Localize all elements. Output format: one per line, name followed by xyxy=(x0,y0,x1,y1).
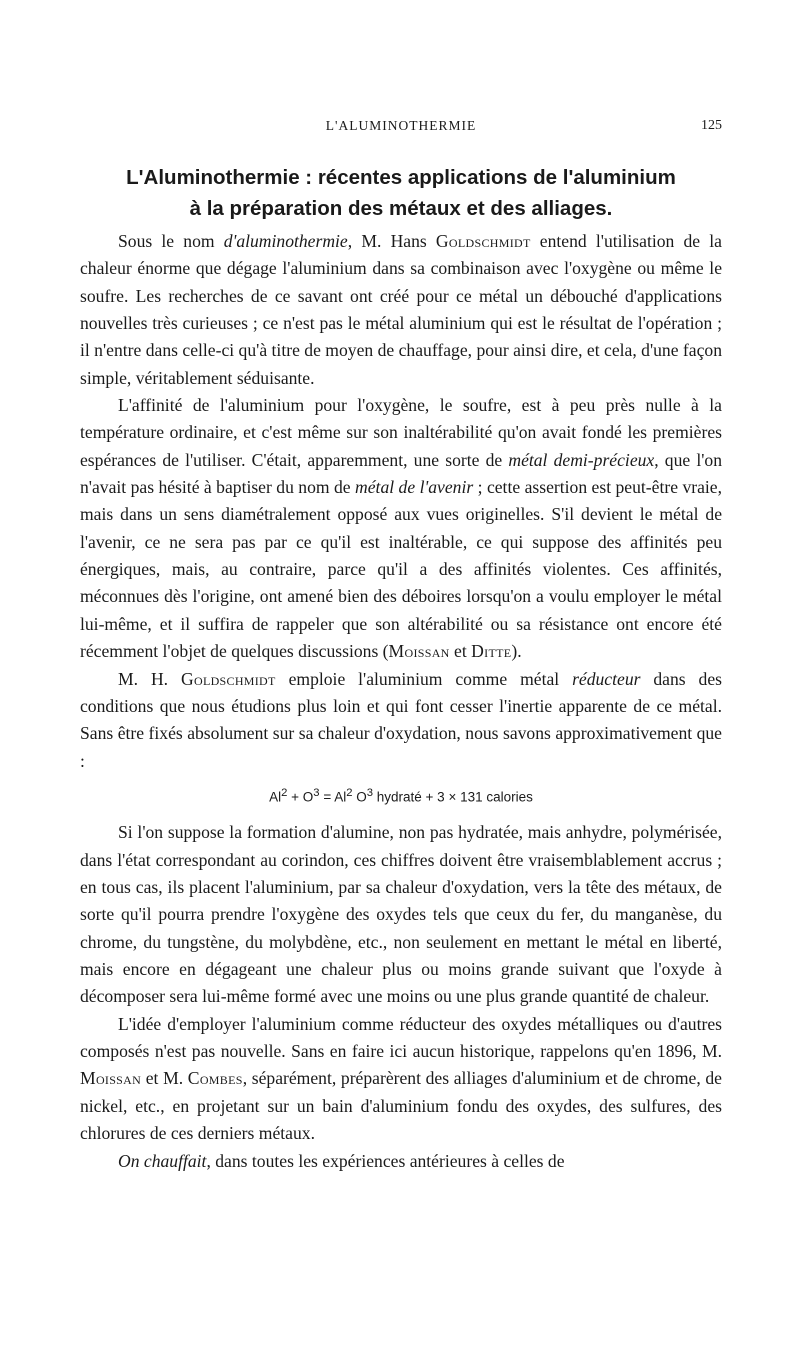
formula-al-index: 2 xyxy=(281,786,288,799)
term-metal-demi-precieux: métal demi-précieux xyxy=(508,449,655,470)
article-title xyxy=(80,162,722,224)
paragraph-3 xyxy=(80,666,722,775)
term-reducteur: réducteur xyxy=(572,668,641,689)
formula-o2: O xyxy=(352,789,367,805)
author-moissan-2: Moissan xyxy=(80,1068,142,1089)
author-goldschmidt-2: Goldschmidt xyxy=(180,668,276,689)
term-on-chauffait: On chauffait xyxy=(118,1150,207,1171)
p5-text-c: et M. xyxy=(141,1068,188,1089)
p3-text-c: emploie l'aluminium comme métal xyxy=(275,668,573,689)
p3-text-a: M. H. xyxy=(118,668,181,689)
p3-text-e: dans des conditions que nous étudions plus loin et qui font cesser l'inertie apparente de ce métal. Sans être fixés absolument sur sa chaleur d'oxydation, nous savons approximativement que : xyxy=(80,668,722,771)
term-metal-de-lavenir: métal de l'avenir xyxy=(355,477,474,498)
running-header xyxy=(80,118,722,138)
term-aluminothermie: d'aluminothermie xyxy=(223,231,348,251)
p2-text-g: et xyxy=(449,641,472,662)
p1-text-c: , M. Hans xyxy=(347,231,436,251)
title-line-1: L'Aluminothermie : récentes applications de l'aluminium xyxy=(126,166,676,189)
author-goldschmidt: Goldschmidt xyxy=(435,231,531,251)
author-moissan: Moissan xyxy=(388,641,450,662)
p6-text-b: , dans toutes les expériences antérieures à celles de xyxy=(206,1150,565,1171)
chemical-equation xyxy=(80,783,722,808)
formula-o-index: 3 xyxy=(313,786,320,799)
paragraph-1 xyxy=(80,228,722,392)
p5-text-a: L'idée d'employer l'aluminium comme réducteur des oxydes métalliques ou d'autres composés n'est pas nouvelle. Sans en faire ici aucun historique, rappelons qu'en 1896, M. xyxy=(80,1013,722,1062)
p2-text-a: L'affinité de l'aluminium pour l'oxygène, le soufre, est à peu près nulle à la température ordinaire, et c'est même sur son inaltérabilité qu'on avait fondé les premières espérances de l'utiliser. C'était, apparemment, une sorte de xyxy=(80,395,722,470)
paragraph-4: Si l'on suppose la formation d'alumine, non pas hydratée, mais anhydre, polymérisée, dans l'état correspondant au corindon, ces chiffres doivent être vraisemblablement accrus ; en tous cas, ils placent l'aluminium, par sa chaleur d'oxydation, vers la tête des métaux, de sorte qu'il pourra prendre l'oxygène des oxydes tels que ceux du fer, du manganèse, du chrome, du tungstène, du molybdène, etc., non seulement en mettant le métal en liberté, mais encore en dégageant une chaleur plus ou moins grande suivant que l'oxyde à décomposer sera lui-même formé avec une moins ou une plus grande quantité de chaleur. xyxy=(80,822,722,1007)
page-number: 125 xyxy=(701,118,722,133)
paragraph-2 xyxy=(80,392,722,665)
p2-text-e: ; cette assertion est peut-être vraie, mais dans un sens diamétralement opposé aux vues originelles. S'il devient le métal de l'avenir, ce ne sera pas par ce qu'il est inaltérable, ce qui suppose des affinités peu énergiques, mais, au contraire, parce qu'il a des affinités violentes. Ces affinités, méconnues dès l'origine, ont amené bien des déboires lorsqu'on a voulu employer le métal lui-même, et il suffira de rappeler que son altérabilité ou sa résistance ont encore été récemment l'objet de quelques discussions ( xyxy=(80,477,723,662)
article-body xyxy=(80,228,722,1175)
paragraph-6 xyxy=(80,1148,722,1175)
formula-o2-index: 3 xyxy=(366,786,374,799)
p1-text-e: entend l'utilisation de la chaleur énorme que dégage l'aluminium dans sa combinaison avec l'oxygène ou même le soufre. Les recherches de ce savant ont créé pour ce métal un débouché d'applications nouvelles très curieuses ; ce n'est pas le métal aluminium qui est le résultat de l'opération ; il n'entre dans celle-ci qu'à titre de moyen de chauffage, pour ainsi dire, et cela, d'une façon simple, véritablement séduisante. xyxy=(80,231,722,388)
p5-text-e: , séparément, préparèrent des alliages d'aluminium et de chrome, de nickel, etc., en projetant sur un bain d'aluminium fondu des oxydes, des sulfures, des chlorures de ces derniers métaux. xyxy=(80,1068,722,1144)
formula-al: Al xyxy=(269,789,282,805)
p1-text-a: Sous le nom xyxy=(118,231,224,251)
formula-plus-o: + O xyxy=(287,789,314,805)
p2-text-c: , que l'on n'avait pas hésité à baptiser du nom de xyxy=(80,449,723,498)
formula-equals-al: = Al xyxy=(319,789,347,805)
p2-text-i: ). xyxy=(511,641,522,662)
author-ditte: Ditte xyxy=(471,641,512,662)
title-line-2: à la préparation des métaux et des alliages. xyxy=(189,197,613,220)
paragraph-5 xyxy=(80,1011,722,1148)
running-title: L'ALUMINOTHERMIE xyxy=(325,118,477,133)
formula-al2-index: 2 xyxy=(346,786,353,799)
formula-hydrate-calories: hydraté + 3 × 131 calories xyxy=(373,789,533,805)
author-combes: Combes xyxy=(187,1068,243,1089)
